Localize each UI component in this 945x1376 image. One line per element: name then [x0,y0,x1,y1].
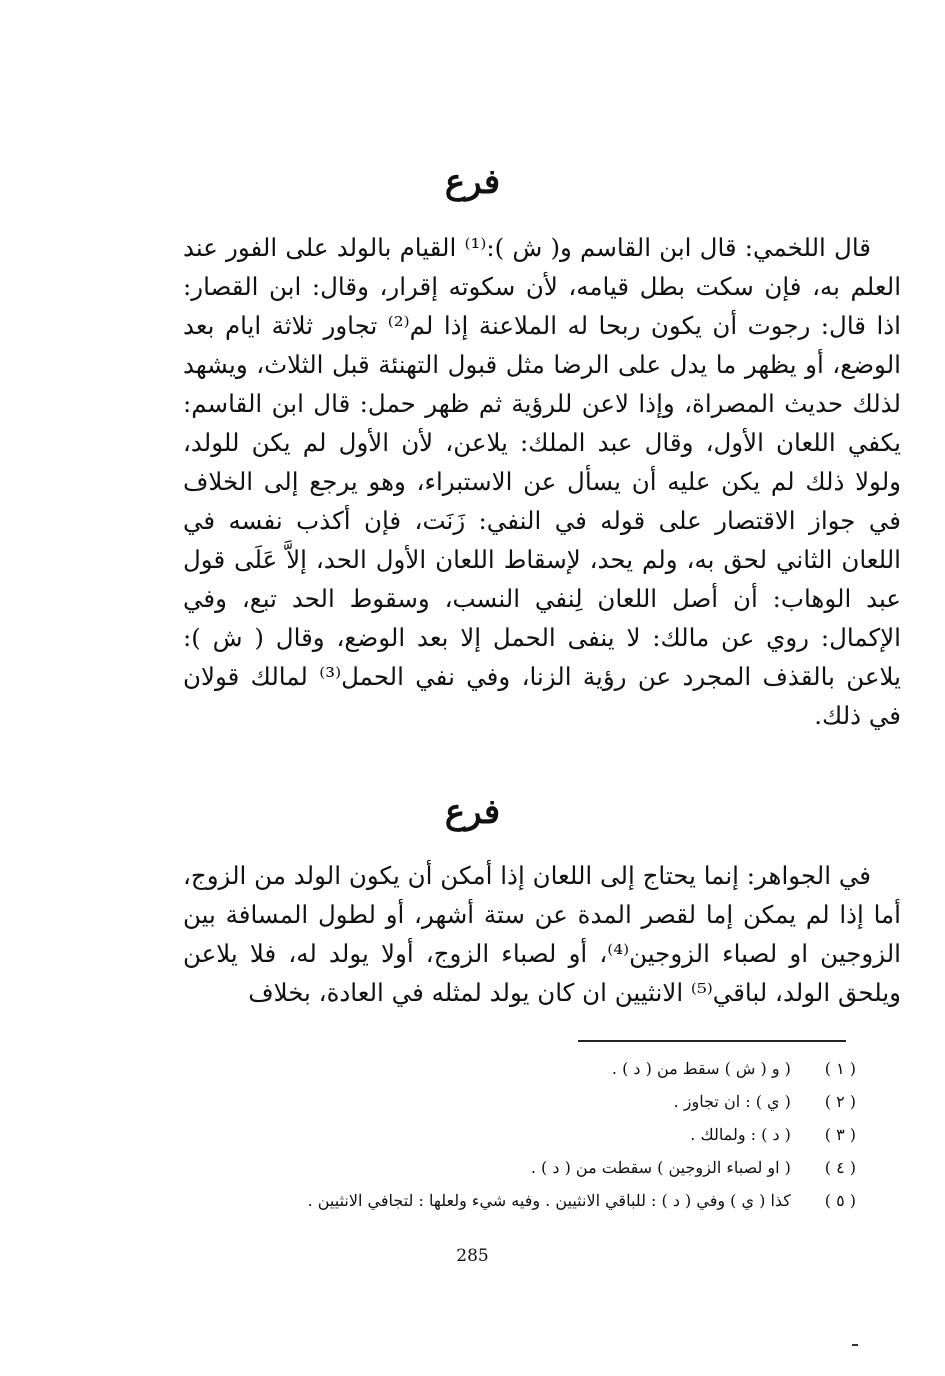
paragraph-1 [183,228,901,735]
p1-line-6: يكفي اللعان الأول، وقال عبد الملك: يلاعن، لأن الأول لم يكن للولد، [183,428,901,457]
p1-line-2: العلم به، فإن سكت بطل قيامه، لأن سكوته إقرار، وقال: ابن القصار: [183,272,901,301]
p1-line-5: لذلك حديث المصراة، وإذا لاعن للرؤية ثم ظهر حمل: قال ابن القاسم: [183,389,901,418]
footnote-item [180,1184,856,1217]
p2-line-4: يلاعن ويلحق الولد، لباقي⁽⁵⁾ الانثيين ان كان يولد لمثله في العادة، بخلاف [183,939,901,1007]
section-heading-1: فرع [444,162,501,202]
footnote-text: ( ي ) : ان تجاوز . [673,1092,791,1111]
footnote-divider [578,1040,846,1042]
p1-line-10: الوهاب: أن أصل اللعان لِنفي النسب، وسقوط الحد تبع، وفي الإكمال: [183,584,901,652]
paragraph-2 [183,856,901,1012]
footnote-number: ( ١ ) [824,1059,856,1078]
p1-line-3: اذا قال: رجوت أن يكون ربحا له الملاعنة إذا لم⁽²⁾ تجاور ثلاثة ايام بعد [183,311,901,340]
p1-line-1: قال اللخمي: قال ابن القاسم و( ش ):⁽¹⁾ القيام بالولد على الفور عند [183,233,871,262]
footnote-text: ( او لصباء الزوجين ) سقطت من ( د ) . [530,1158,791,1177]
footnote-number: ( ٢ ) [824,1092,856,1111]
p1-line-7: ولولا ذلك لم يكن عليه أن يسأل عن الاستبراء، وهو يرجع إلى الخلاف [183,467,901,496]
footnote-item [180,1151,856,1184]
p1-line-4: الوضع، أو يظهر ما يدل على الرضا مثل قبول التهنئة قبل الثلاث، ويشهد [183,350,901,379]
p1-line-9: الثاني لحق به، ولم يحد، لإسقاط اللعان الأول الحد، إلاَّ عَلَى قول عبد [183,545,901,613]
footnote-text: كذا ( ي ) وفي ( د ) : للباقي الانثيين . وفيه شيء ولعلها : لتجافي الانثيين . [307,1191,791,1210]
footnote-item [180,1052,856,1085]
footnote-item [180,1118,856,1151]
footnote-item [180,1085,856,1118]
footnote-text: ( و ( ش ) سقط من ( د ) . [611,1059,791,1078]
footnote-number: ( ٤ ) [824,1158,856,1177]
footnotes-list [180,1052,856,1217]
p1-line-11: روي عن مالك: لا ينفى الحمل إلا بعد الوضع، وقال ( ش ): يلاعن [183,623,901,691]
footnote-number: ( ٥ ) [824,1191,856,1210]
p2-line-1: في الجواهر: إنما يحتاج إلى اللعان إذا أمكن أن يكون الولد من [254,861,871,890]
scan-mark [852,1344,858,1346]
p2-line-2: الزوج، أما إذا لم يمكن إما لقصر المدة عن ستة أشهر، أو لطول المسافة [183,861,901,929]
page-number: 285 [456,1246,489,1266]
footnote-number: ( ٣ ) [824,1125,856,1144]
footnote-text: ( د ) : ولمالك . [690,1125,791,1144]
p1-line-8: في جواز الاقتصار على قوله في النفي: زَنَت، فإن أكذب نفسه في اللعان [183,506,901,574]
p2-line-3: بين الزوجين او لصباء الزوجين⁽⁴⁾، أو لصباء الزوج، أولا يولد له، فلا [183,900,901,968]
section-heading-2: فرع [444,792,501,832]
p1-line-12: بالقذف المجرد عن رؤية الزنا، وفي نفي الحمل⁽³⁾ لمالك قولان في ذلك. [183,662,901,730]
